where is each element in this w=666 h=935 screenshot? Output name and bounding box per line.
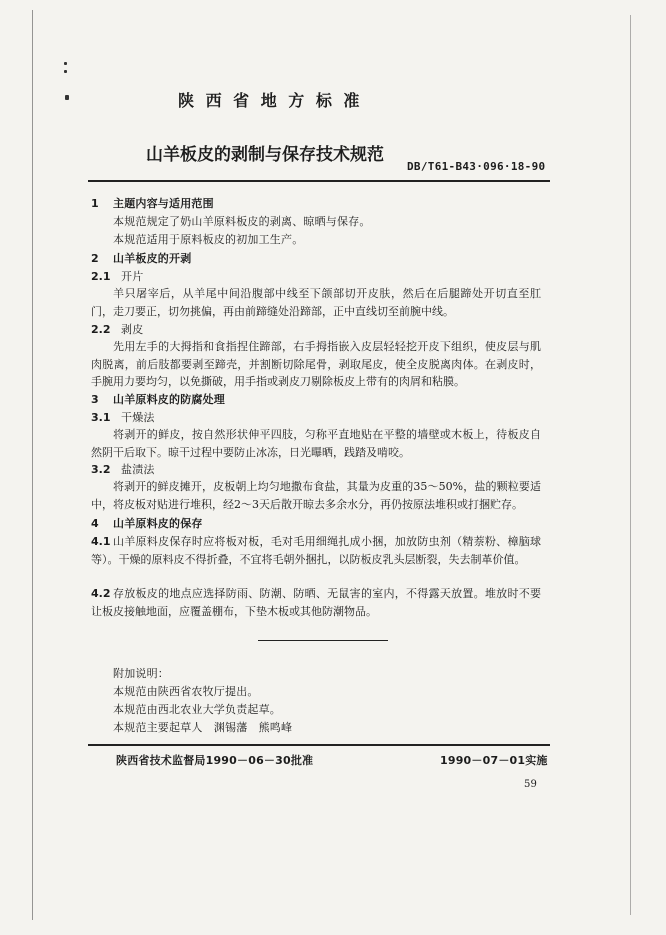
standard-code: DB/T61-B43·096·18-90 [407,160,546,173]
issuing-authority: 陕 西 省 地 方 标 准 [178,91,363,110]
notes-line: 本规范由陕西省农牧厅提出。 [113,685,259,698]
paragraph: 羊只屠宰后，从羊尾中间沿腹部中线至下颌部切开皮肤，然后在后腿蹄处开切直至肛门，走刀要正，切勿挑偏，再由前蹄缝处沿蹄部，正中直线切至前腕中线。 [91,287,541,318]
binding-mark [65,95,69,100]
paragraph: 山羊原料皮保存时应将板对板，毛对毛用细绳扎成小捆，加放防虫剂（精萘粉、樟脑球等）。干燥的原料皮不得折叠，不宜将毛朝外捆扎，以防板皮乳头层断裂，失去制革价值。 [91,535,541,566]
section-title: 山羊板皮的开剥 [113,252,192,265]
subsection-number: 2.2 [91,323,111,336]
document-title: 山羊板皮的剥制与保存技术规范 [146,145,384,165]
footer-rule [88,744,550,746]
effective-date: 1990－07－01实施 [440,754,548,767]
header-rule [88,180,550,182]
paragraph: 将剥开的鲜皮，按自然形状伸平四肢，匀称平直地贴在平整的墙壁或木板上，待板皮自然阴干后取下。晾干过程中要防止冰冻，日光曝晒，践踏及啃咬。 [91,428,541,459]
scan-edge-right [630,15,631,915]
page-number: 59 [524,779,538,790]
subsection-title: 干燥法 [121,411,155,424]
paragraph: 本规范规定了奶山羊原料板皮的剥离、晾晒与保存。 [113,215,371,228]
subsection-title: 盐渍法 [121,463,155,476]
end-rule [258,640,388,641]
subsection-title: 剥皮 [121,323,144,336]
subsection-number: 4.2 [91,587,111,600]
subsection-number: 4.1 [91,535,111,548]
section-number: 3 [91,393,99,406]
subsection-number: 3.1 [91,411,111,424]
subsection-number: 2.1 [91,270,111,283]
paragraph: 将剥开的鲜皮摊开，皮板朝上均匀地撒布食盐，其量为皮重的35～50%，盐的颗粒要适中，将皮板对贴进行堆积，经2～3天后散开晾去多余水分，再仍按原法堆积或打捆贮存。 [91,480,541,511]
notes-heading: 附加说明： [113,667,169,680]
notes-line: 本规范主要起草人 渊锡藩 熊鸣峰 [113,721,293,734]
approval-date: 陕西省技术监督局1990－06－30批准 [116,754,314,767]
paragraph: 先用左手的大拇指和食指捏住蹄部，右手拇指嵌入皮层轻轻挖开皮下组织，使皮层与肌肉脱离，前后肢都要剥至蹄壳，并割断切除尾骨，剥取尾皮，使全皮脱离肉体。在剥皮时，手腕用力要均匀，以免撕破，用手指或剥皮刀剔除板皮上带有的肉屑和粘膜。 [91,340,541,388]
subsection-title: 开片 [121,270,144,283]
section-number: 4 [91,517,99,530]
subsection-number: 3.2 [91,463,111,476]
binding-mark [64,70,67,73]
paragraph: 本规范适用于原料板皮的初加工生产。 [113,233,304,246]
scan-edge-left [32,10,33,920]
section-title: 主题内容与适用范围 [113,197,214,210]
paragraph: 存放板皮的地点应选择防雨、防潮、防晒、无鼠害的室内，不得露天放置。堆放时不要让板皮接触地面，应覆盖棚布，下垫木板或其他防潮物品。 [91,587,541,618]
section-number: 1 [91,197,99,210]
binding-mark [64,62,67,65]
section-number: 2 [91,252,99,265]
section-title: 山羊原料皮的保存 [113,517,203,530]
notes-line: 本规范由西北农业大学负责起草。 [113,703,281,716]
section-title: 山羊原料皮的防腐处理 [113,393,225,406]
